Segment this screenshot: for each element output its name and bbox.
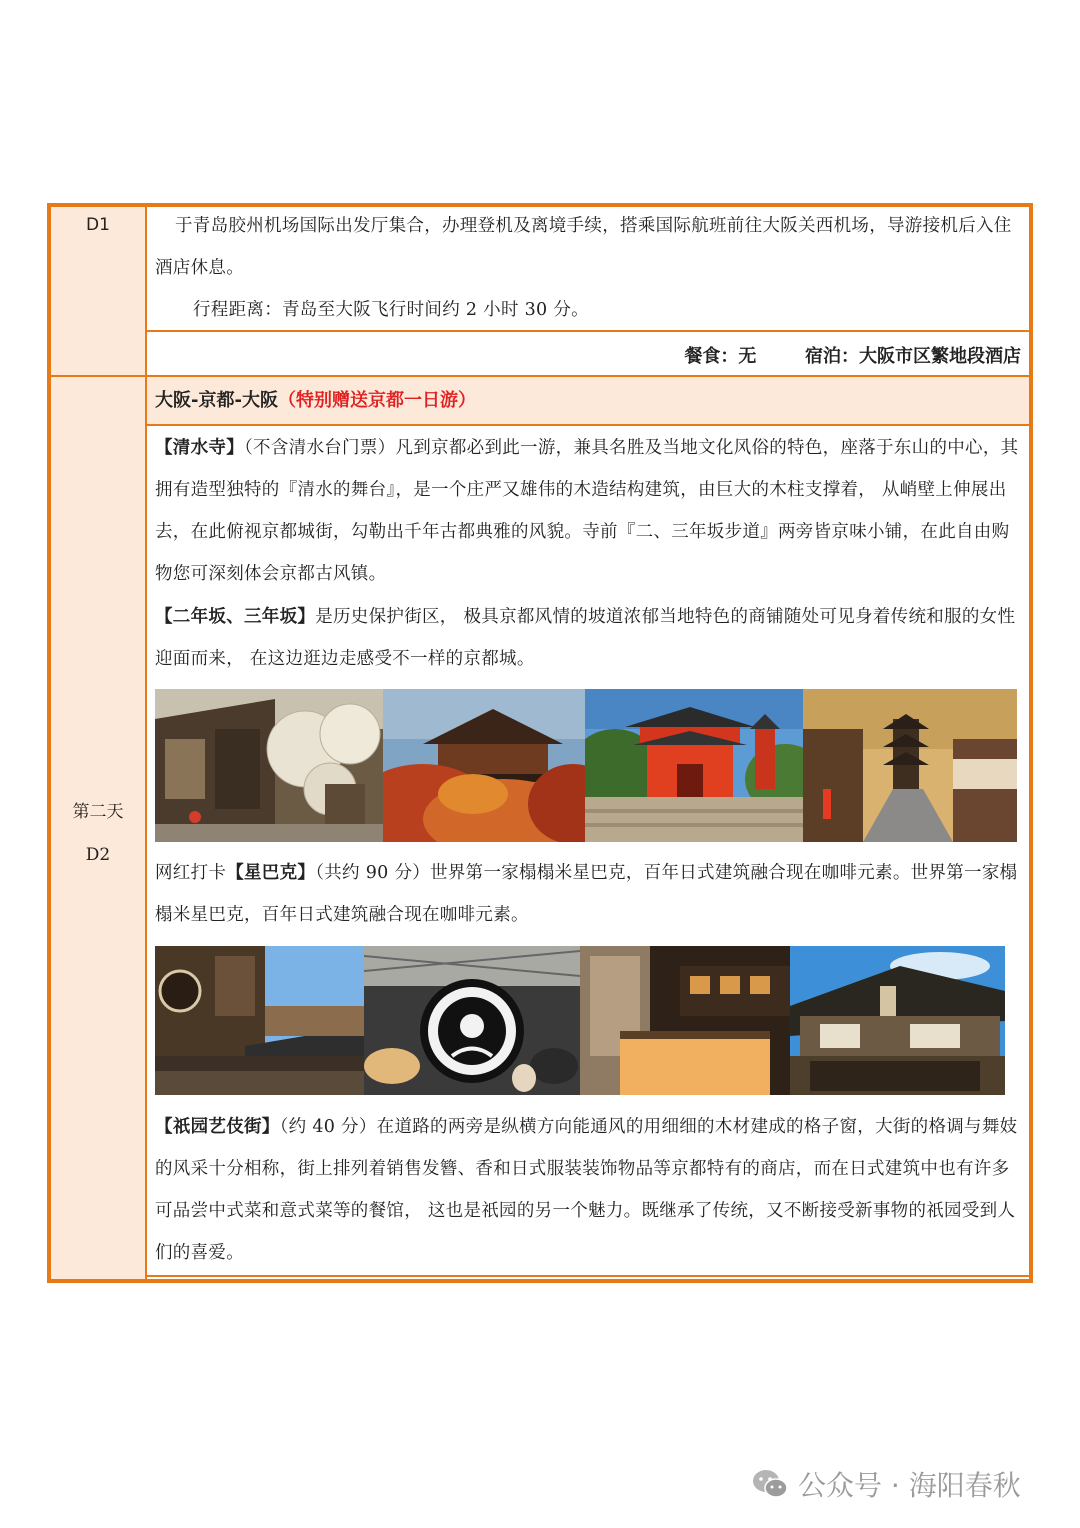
kiyomizu-title: 【清水寺】 [155, 438, 244, 458]
starbucks-prefix: 网红打卡 [155, 863, 227, 883]
table-border-right [1029, 203, 1033, 1283]
yasaka-pagoda-street-photo [803, 689, 1017, 842]
starbucks-counter-photo [580, 946, 790, 1095]
wechat-icon [752, 1468, 788, 1500]
starbucks-logo-interior-photo [364, 946, 580, 1095]
ninenzaka-title: 【二年坂、三年坂】 [155, 607, 316, 627]
day2-route: 大阪-京都-大阪 [155, 390, 278, 411]
starbucks-exterior-photo [790, 946, 1005, 1095]
gion-paragraph [155, 1106, 1021, 1274]
day1-meal-info [684, 342, 1021, 368]
day2-route-note: （特别赠送京都一日游） [277, 390, 476, 411]
day1-meal-divider [147, 330, 1029, 332]
day1-label: D1 [86, 215, 110, 235]
starbucks-text: （共约 90 分）世界第一家榻榻米星巴克，百年日式建筑融合现在咖啡元素。世界第一家榻榻米星巴克，百年日式建筑融合现在咖啡元素。 [155, 863, 1018, 925]
kyoto-street-umbrellas-photo [155, 689, 383, 842]
day1-lodging: 宿泊：大阪市区繁地段酒店 [805, 346, 1021, 367]
kiyomizu-paragraph [155, 427, 1021, 595]
wooden-townhouse-photo [155, 946, 364, 1095]
watermark-text: 公众号 · 海阳春秋 [798, 1469, 1021, 1502]
kyoto-photo-strip [155, 689, 1017, 842]
day1-meal: 餐食：无 [684, 346, 757, 367]
day2-label-line1: 第二天 [72, 802, 124, 822]
itinerary-table [47, 203, 1033, 1283]
kiyomizu-autumn-photo [383, 689, 585, 842]
day2-label-line2: D2 [85, 845, 111, 865]
day2-bottom-divider [147, 1275, 1029, 1277]
gion-text: （约 40 分）在道路的两旁是纵横方向能通风的用细细的木材建成的格子窗，大街的格调与舞妓的风采十分相称，街上排列着销售发簪、香和日式服装装饰物品等京都特有的商店，而在日式建筑中也有许多可品尝中式菜和意式菜等的餐馆， 这也是祇园的另一个魅力。既继承了传统，又不断接受新事物的祇园受到人们的喜爱。 [155, 1117, 1018, 1263]
watermark [752, 1464, 1021, 1504]
starbucks-photo-strip [155, 946, 1005, 1095]
table-border-bottom [47, 1279, 1033, 1283]
ninenzaka-paragraph [155, 596, 1021, 680]
day2-route-title [155, 386, 476, 412]
starbucks-title: 【星巴克】 [226, 863, 316, 883]
kiyomizu-text: （不含清水台门票）凡到京都必到此一游，兼具名胜及当地文化风俗的特色，座落于东山的中心，其拥有造型独特的『清水的舞台』，是一个庄严又雄伟的木造结构建筑，由巨大的木柱支撑着， 从峭壁上伸展出去，在此俯视京都城街，勾勒出千年古都典雅的风貌。寺前『二、三年坂步道』两旁皆京味小铺，在此自由购物您可深刻体会京都古风镇。 [155, 438, 1019, 584]
day2-band-divider [147, 424, 1029, 426]
column-divider [145, 203, 147, 1283]
day1-description: 于青岛胶州机场国际出发厅集合，办理登机及离境手续，搭乘国际航班前往大阪关西机场，导游接机后入住酒店休息。 [155, 216, 1012, 278]
day2-label [51, 791, 145, 877]
day1-flight-time: 行程距离：青岛至大阪飞行时间约 2 小时 30 分。 [193, 300, 589, 320]
starbucks-paragraph [155, 852, 1021, 936]
gion-title: 【祇园艺伎街】 [155, 1117, 280, 1137]
red-gate-pagoda-photo [585, 689, 803, 842]
ninenzaka-text: 是历史保护街区， 极具京都风情的坡道浓郁当地特色的商铺随处可见身着传统和服的女性迎面而来， 在这边逛边走感受不一样的京都城。 [155, 607, 1016, 669]
label-column [51, 207, 145, 1279]
table-border-left [47, 203, 51, 1283]
